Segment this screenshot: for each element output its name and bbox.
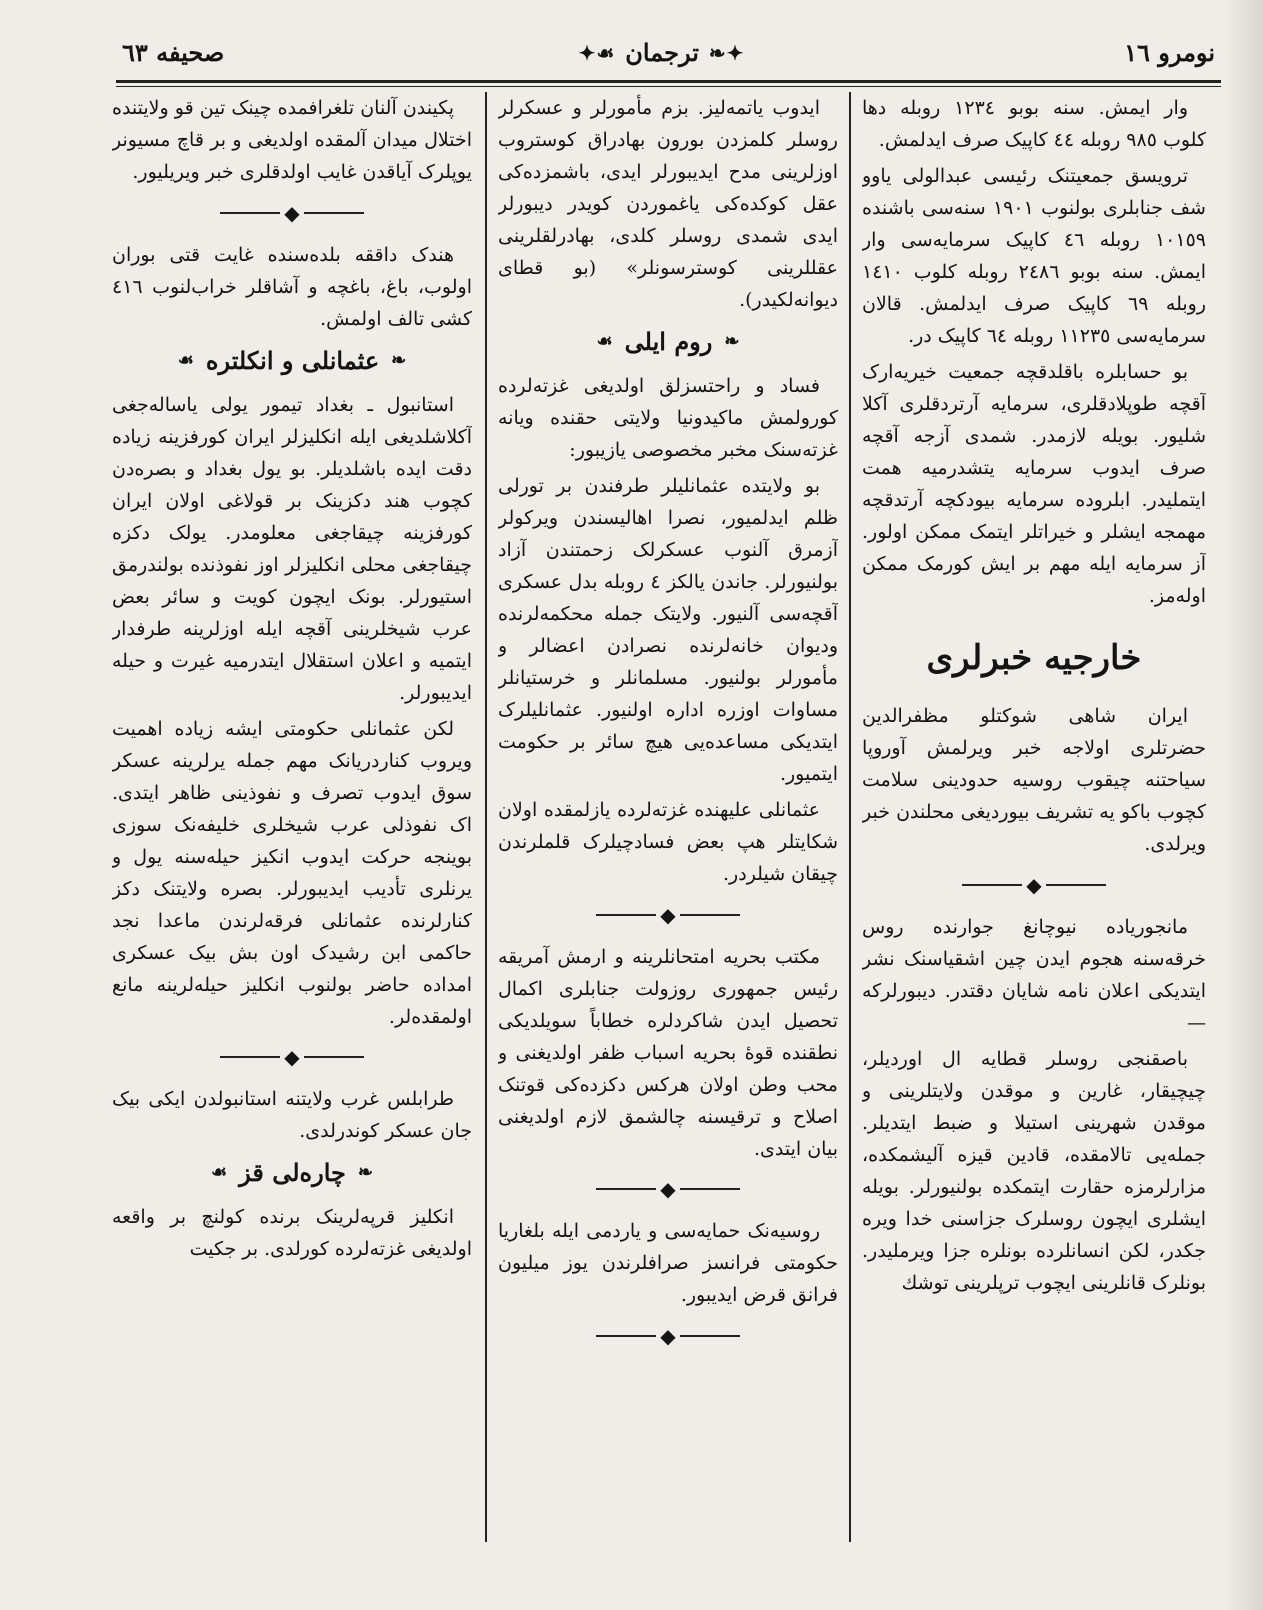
paragraph: پکیندن آلنان تلغرافمده چینک تین قو ولایتنده اختلال میدان آلمقده اولدیغی و بر قاچ مسیونر یوپلرک آیاقدن غایب اولدقلری خبر ویریلیور. [112, 97, 472, 183]
section-heading [498, 326, 838, 358]
paragraph: هندک داققه بلده‌سنده غایت قتی بوران اولوب، باغ، باغچه و آشاقلر خراب‌لنوب ٤١٦ کشی تالف اولمش. [112, 243, 472, 330]
diamond-icon: ◆ [660, 1323, 676, 1348]
page-header [108, 30, 1215, 86]
ornament-icon: ❧ [724, 331, 740, 352]
diamond-icon: ◆ [284, 200, 300, 225]
paragraph: عثمانلی علیهنده غزته‌لرده یازلمقده اولان شکایتلر هپ بعض فسادچیلرک قلملرندن چیقان شیلردر. [498, 799, 838, 885]
header-rule [116, 80, 1221, 87]
column-left [112, 92, 472, 1552]
column-right [862, 92, 1206, 1552]
section-heading [112, 345, 472, 377]
separator [498, 898, 838, 931]
paragraph: استانبول ـ بغداد تیمور یولی یاساله‌جغی آکلاشلدیغی ایله انکلیزلر ایران کورفزینه زیاده دقت ایده باشلدیلر. بو یول بغداد و بصره‌دن کچوب هند دکزینک بر قولاغی اولان ایران کورفزینه چیقاجغی معلومدر. یولک دکزه چیقاجغی محلی انکلیزلر اوز نفوذنده بولندرمق استیورلر. بونک ایچون کویت و سائر بعض عرب شیخلرینی آقچه ایله اوزلرینه طرفدار ایتمیه و اعلان استقلال ایتدرمیه غیرت و حیله ایدیبورلر. [112, 393, 472, 704]
paragraph: مانجوریاده نیوچانغ جوارنده روس خرقه‌سنه هجوم ایدن چین اشقیاسنک نشر ایتدیکی اعلان نامه شایان دقتدر. دیبورلرکه — [862, 915, 1206, 1034]
paragraph: فساد و راحتسزلق اولدیغی غزته‌لرده کورولمش ماکیدونیا ولایتی حقنده ویانه غزته‌سنک مخبر مخصوصی یازیبور: [498, 375, 838, 461]
column-middle [498, 92, 838, 1552]
paragraph: باصقنجی روسلر قطایه ال اوردیلر، چیچیقار، غارین و موقدن ولایتلرینی و موقدن شهرینی استیلا و ضبط ایتدیلر. جمله‌یی تالامقده، قادین قیزه آلیشمکده، مزارلرمزه حقارت ایتمکده بولنیورلر. بویله ایشلری ایچون روسلرک جزاسنی خدا ویره جکدر، لکن انسانلرده بونلره جزا ویرملیدر. بونلرک قانلرینی ایچوب ترپلرینی توشك [862, 1047, 1206, 1294]
ornament-icon: ✦☙ [578, 40, 616, 65]
diamond-icon: ◆ [660, 1177, 676, 1201]
paragraph: ایران شاهی شوکتلو مظفرالدین حضرتلری اولاجه خبر ویرلمش آوروپا سیاحتنه چیقوب روسیه حدودینی سلامت کچوب باکو یه تشریف بیوردیغی محلندن خبر ویرلدی. [862, 705, 1206, 855]
diamond-icon: ◆ [660, 902, 676, 927]
section-heading-text: چاره‌لی قز [239, 1158, 346, 1187]
paragraph: طرابلس غرب ولایتنه استانبولدن ایکی بیک جان عسکر کوندرلدی. [112, 1088, 472, 1142]
ornament-icon: ❧ [357, 1162, 373, 1183]
paragraph: لکن عثمانلی حکومتی ایشه زیاده اهمیت ویروب کناردریانک مهم جمله یرلرینه عسکر سوق ایدوب تصرف و نفوذینی ظاهر ایتدی. اک نفوذلی عرب شیخلری خلیفه‌نک سوزی بوینجه حرکت ایدوب انکیز حیله‌سنه یول و یرنلری تأدیب ایدیبورلر. بصره ولایتنک دکز کنارلرنده عثمانلی فرقه‌لرندن ماعدا نجد حاکمی ابن رشیدک اون بش بیک عسکری امداده حاضر بولنوب انکلیز حیله‌لرینه مانع اولمقده‌لر. [112, 717, 472, 1028]
paragraph: ترویسق جمعیتنک رئیسی عبدالولی یاوو شف جنابلری بولنوب ١٩٠١ سنه‌سی باشنده ١٠١٥٩ روبله ٤٦ کاپیک سرمایه‌سی وار ایمش. سنه بوبو ٢٤٨٦ روبله کلوب ١٤١٠ روبله ٦٩ کاپیک صرف ایدلمش. قالان سرمایه‌سی ١١٢٣٥ روبله ٦٤ کاپیک در. [862, 165, 1206, 347]
ornament-icon: ❧ [391, 349, 407, 371]
paragraph: بو ولایتده عثمانلیلر طرفندن بر تورلی ظلم ایدلمیور، نصرا اهالیسندن ویرکولر آزمرق آلنوب عسکرلک زحمتندن آزاد بولنیورلر. جاندن یالکز ٤ روبله بدل عسکری آقچه‌سی آلنیور. ولایتک جمله محکمه‌لرنده ودیوان خانه‌لرنده نصرادن اعضالر و مأمورلر بولنیور. مسلمانلر و خرستیانلر مساوات اوزره اداره اولنیور. عثمانلیلرک ایتدیکی مساعده‌یی هیچ سائر بر حکومت ایتمیور. [498, 475, 838, 785]
column-divider [849, 92, 851, 1542]
diamond-icon: ◆ [284, 1045, 300, 1069]
separator [112, 1041, 472, 1074]
section-heading: خارجیه خبرلری [926, 638, 1142, 678]
paragraph: وار ایمش. سنه بوبو ١٢٣٤ روبله دها کلوب ٩٨٥ روبله ٤٤ کاپیک صرف ایدلمش. [862, 97, 1206, 151]
separator [498, 1319, 838, 1352]
column-divider [485, 92, 487, 1542]
ornament-icon: ☙ [211, 1162, 228, 1183]
paragraph: روسیه‌نک حمایه‌سی و یاردمی ایله بلغاریا حکومتی فرانسز صرافلرندن یوز میلیون فرانق قرض ایدیبور. [498, 1220, 838, 1306]
separator [862, 868, 1206, 901]
paragraph: بو حسابلره باقلدقچه جمعیت خیریه‌ارک آقچه طوپلادقلری، سرمایه آرتردقلری آکلا شلیور. بویله لازمدر. شمدی آزجه آقچه صرف ایدوب سرمایه یتشدرمیه همت ایتملیدر. ابلروده سرمایه بیودکچه آرتدقچه مهمجه ایشلر و خیراتلر ایتمک ممکن اولور. آز سرمایه ایله مهم بر ایش کورمک ممکن اوله‌مز. [862, 361, 1206, 607]
paragraph: انکلیز قرپه‌لرینک برنده کولنچ بر واقعه اولدیغی غزته‌لرده کورلدی. بر جکیت [112, 1206, 472, 1260]
section-heading-text: روم ایلی [624, 327, 713, 356]
newspaper-title [579, 38, 745, 67]
paragraph: ایدوب یاتمه‌لیز. بزم مأمورلر و عسکرلر روسلر کلمزدن بورون بهادراق کوستروب اوزلرینی مدح ایدیبورلر ایدی، باشمزده‌کی عقل کوکده‌کی یاغموردن کویدر دیبورلر ایدی شمدی روسلر کلدی، بهادرلقلرینی عقللرینی کوسترسونلر» (بو قطای دیوانه‌لکیدر). [498, 97, 838, 311]
ornament-icon: ☙ [596, 331, 613, 352]
section-heading [112, 1157, 472, 1189]
issue-number: نومرو ١٦ [1124, 38, 1215, 67]
page-edge-shadow [1223, 0, 1263, 1610]
ornament-icon: ☙ [177, 349, 194, 371]
paragraph: مکتب بحریه امتحانلرینه و ارمش آمریقه رئیس جمهوری روزولت جنابلری اکمال تحصیل ایدن شاکردلره خطاباً سویلدیکی نطقنده قوهٔ بحریه اسباب ظفر اولدیغنی و محب وطن اولان هرکس دکزده‌کی قوتنک اصلاح و ترقیسنه چالشمق لازم اولدیغنی بیان ایتدی. [498, 945, 838, 1160]
page-number: صحیفه ٦٣ [122, 38, 225, 67]
section-heading-text: عثمانلی و انکلتره [205, 345, 380, 375]
diamond-icon: ◆ [1026, 872, 1042, 897]
separator [498, 1173, 838, 1206]
separator [112, 196, 472, 229]
ornament-icon: ❧✦ [708, 40, 745, 65]
newspaper-title-text: ترجمان [625, 38, 699, 67]
